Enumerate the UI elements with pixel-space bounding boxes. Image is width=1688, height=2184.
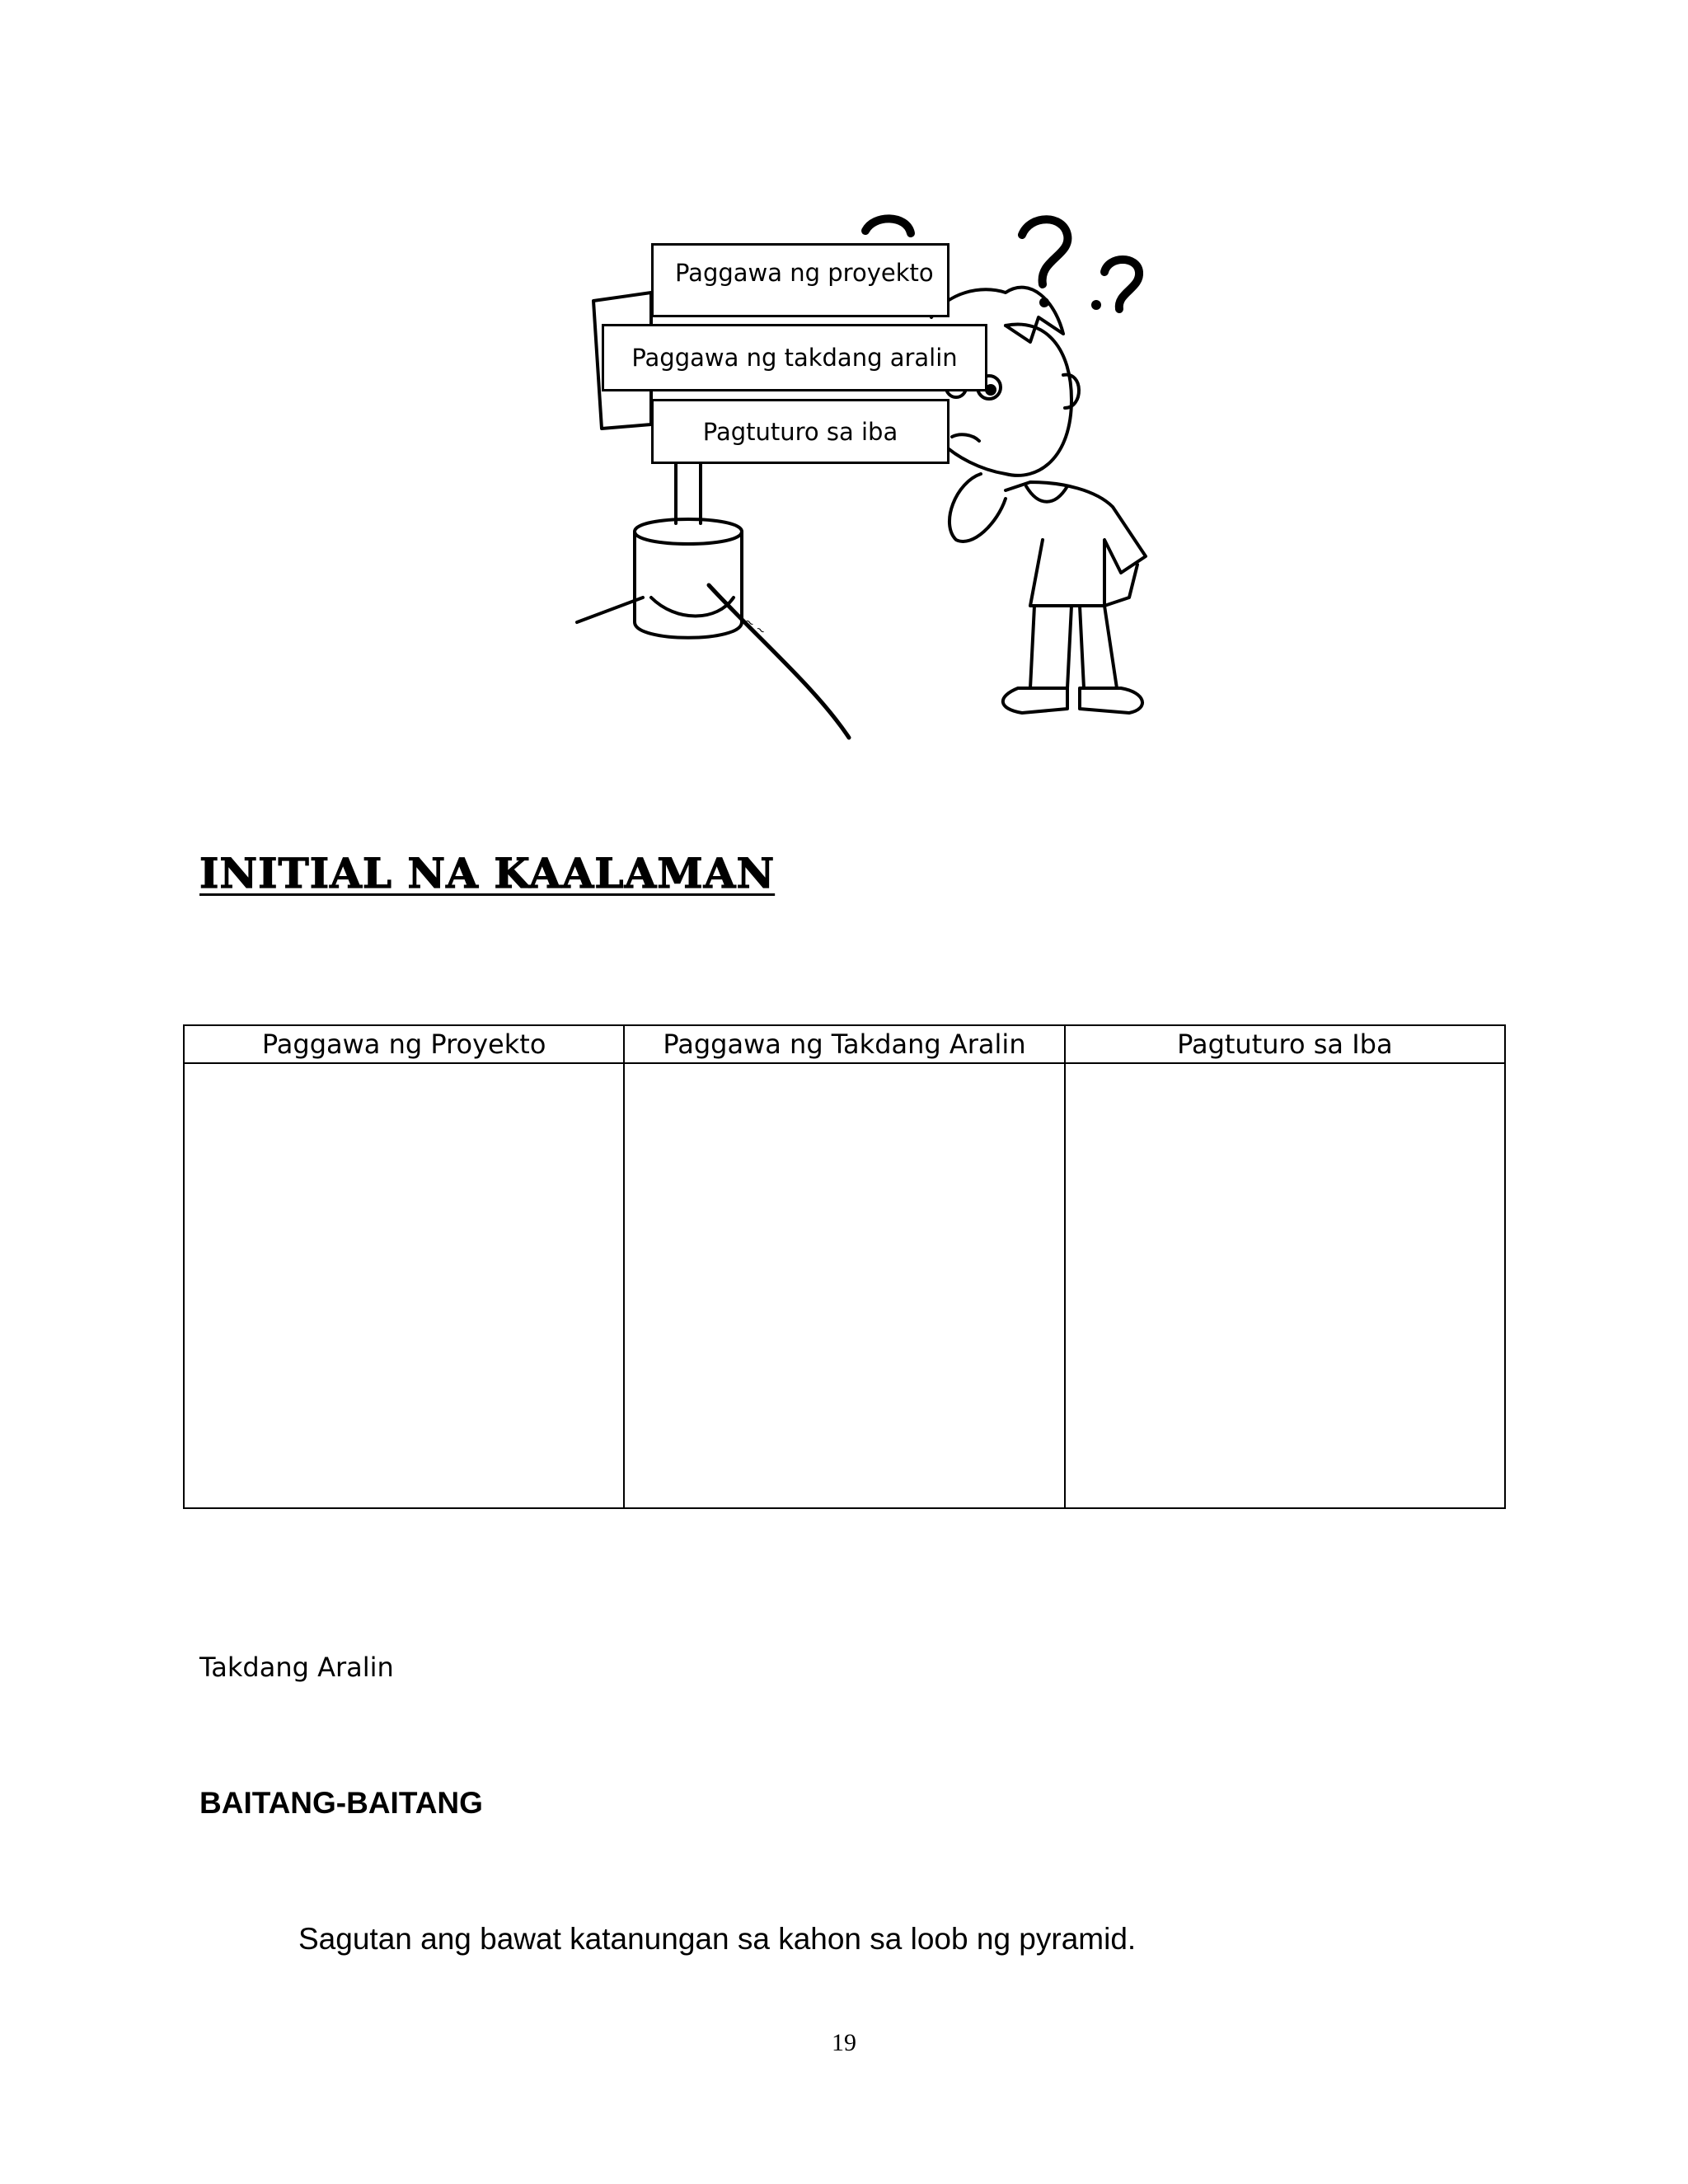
table-header-row xyxy=(184,1025,1505,1063)
baitang-heading: BAITANG-BAITANG xyxy=(199,1786,483,1820)
sign-pagtuturo-sa-iba: Pagtuturo sa iba xyxy=(651,399,950,464)
instruction-text: Sagutan ang bawat katanungan sa kahon sa loob ng pyramid. xyxy=(298,1922,1137,1956)
activity-table xyxy=(183,1024,1506,1509)
table-row xyxy=(184,1063,1505,1508)
sign-paggawa-ng-proyekto: Paggawa ng proyekto xyxy=(651,243,950,317)
section-title: INITIAL NA KAALAMAN xyxy=(199,849,776,898)
artist-signature: ~ ~ ~ xyxy=(730,607,769,639)
takdang-aralin-label: Takdang Aralin xyxy=(199,1652,394,1683)
page-number: 19 xyxy=(832,2029,856,2056)
table-header-cell: Paggawa ng Proyekto xyxy=(184,1025,624,1063)
answer-cell-pagtuturo[interactable] xyxy=(1065,1063,1505,1508)
sign-paggawa-ng-takdang-aralin: Paggawa ng takdang aralin xyxy=(602,324,987,391)
answer-cell-takdang-aralin[interactable] xyxy=(624,1063,1064,1508)
table-header-cell: Paggawa ng Takdang Aralin xyxy=(624,1025,1064,1063)
answer-cell-proyekto[interactable] xyxy=(184,1063,624,1508)
table-header-cell: Pagtuturo sa Iba xyxy=(1065,1025,1505,1063)
